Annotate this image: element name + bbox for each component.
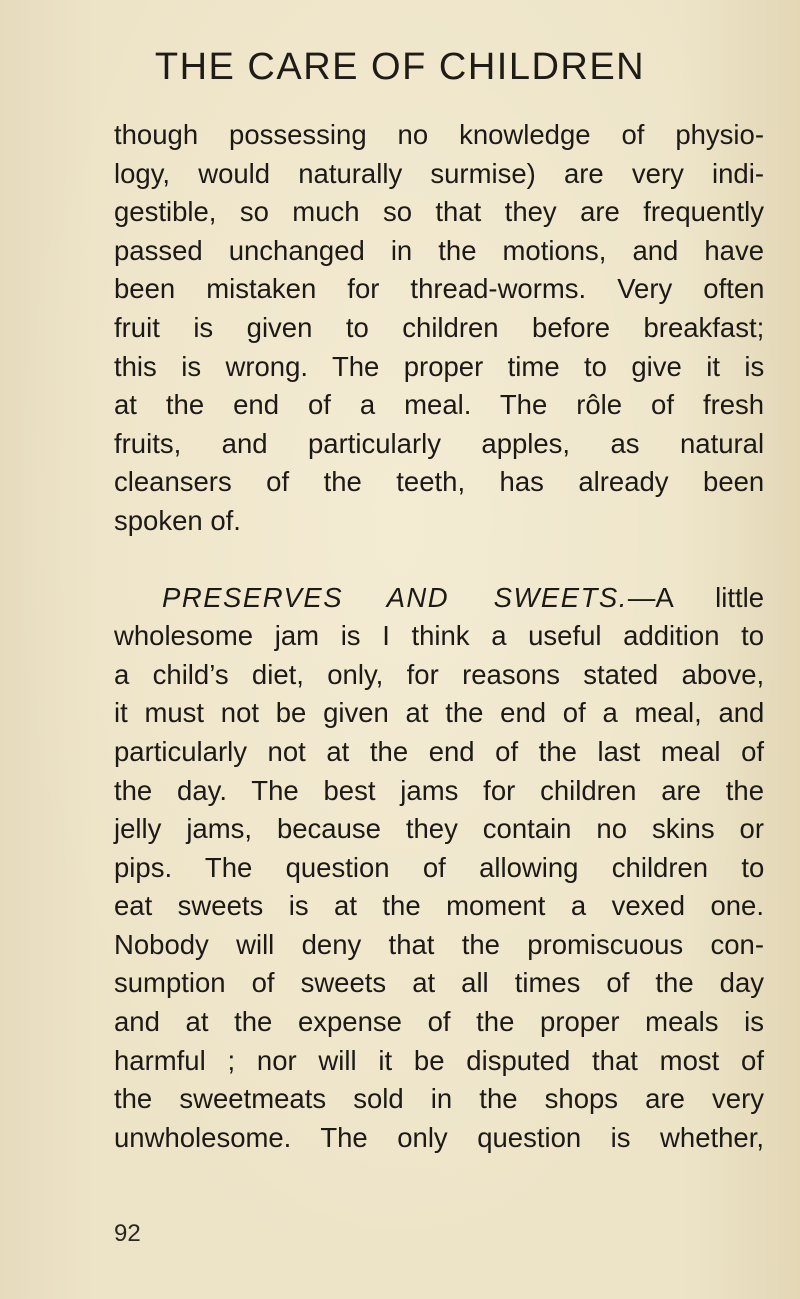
text-line: fruits, and particularly apples, as natural [114,427,765,459]
text-line: passed unchanged in the motions, and have [114,234,764,266]
page-number: 92 [114,1220,141,1247]
text-line: particularly not at the end of the last meal of [114,735,764,767]
text-line: it must not be given at the end of a meal, and [114,697,765,729]
text-line: this is wrong. The proper time to give it is [114,350,765,382]
running-title: THE CARE OF CHILDREN [154,46,646,88]
section-heading: PRESERVES AND SWEETS. [162,581,628,613]
text-line: the day. The best jams for children are the [114,774,764,806]
text-line: pips. The question of allowing children to [114,851,765,883]
text-line: at the end of a meal. The rôle of fresh [114,389,765,421]
heading-continuation: —A little [627,581,765,613]
text-line: logy, would naturally surmise) are very indi- [114,157,764,189]
text-line: wholesome jam is I think a useful addition to [114,620,765,652]
text-line: Nobody will deny that the promiscuous con- [114,928,764,960]
text-line: gestible, so much so that they are frequently [114,196,764,228]
paragraph-preserves-and-sweets [114,579,764,1158]
text-line: a child’s diet, only, for reasons stated above, [114,658,765,690]
paragraph-fruit [114,116,764,541]
text-line: unwholesome. The only question is whether, [114,1121,764,1153]
text-line: fruit is given to children before breakfast; [114,311,765,343]
text-line: been mistaken for thread-worms. Very often [114,273,765,305]
text-line [114,579,764,618]
text-line: the sweetmeats sold in the shops are very [114,1083,764,1115]
text-line: jelly jams, because they contain no skins or [114,813,764,845]
text-line: sumption of sweets at all times of the day [114,967,764,999]
page-body [114,116,764,1157]
paragraph-gap [114,541,764,579]
text-line: cleansers of the teeth, has already been [114,466,765,498]
text-line: and at the expense of the proper meals is [114,1006,765,1038]
text-line: though possessing no knowledge of physio- [114,119,764,150]
text-line: spoken of. [114,504,241,536]
text-line: eat sweets is at the moment a vexed one. [114,890,764,922]
text-line: harmful ; nor will it be disputed that most of [114,1044,764,1076]
